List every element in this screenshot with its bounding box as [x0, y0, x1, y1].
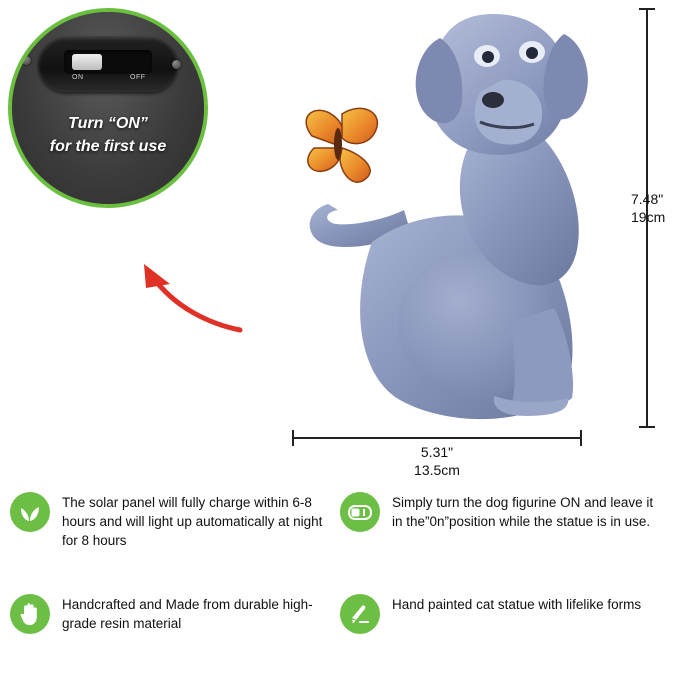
feature-text: The solar panel will fully charge within 6-8 hours and will light up automatically at night for 8 hours [62, 495, 323, 548]
battery-compartment-photo [12, 12, 204, 204]
feature-text: Simply turn the dog figurine ON and leave it in the”0n”position while the statue is in use. [392, 495, 654, 529]
switch-housing [38, 36, 178, 92]
width-dimension-label [292, 443, 582, 479]
switch-off-label: OFF [130, 74, 146, 81]
feature-text: Handcrafted and Made from durable high-grade resin material [62, 597, 313, 631]
feature-item [10, 492, 330, 550]
width-cm: 13.5cm [414, 462, 460, 478]
paint-brush-icon [340, 594, 380, 634]
feature-text: Hand painted cat statue with lifelike forms [392, 597, 642, 612]
height-cm: 19cm [631, 209, 666, 225]
red-arrow [130, 258, 250, 338]
power-switch-icon [340, 492, 380, 532]
switch-toggle [72, 54, 102, 70]
hand-icon [10, 594, 50, 634]
feature-list [0, 486, 679, 666]
leaf-icon [10, 492, 50, 532]
switch-slot [64, 50, 152, 74]
feature-item [10, 594, 330, 634]
dog-statue-photo [280, 4, 610, 434]
callout-text [12, 112, 204, 158]
switch-on-label: ON [72, 74, 84, 81]
feature-item [340, 594, 660, 634]
switch-callout-circle [8, 8, 208, 208]
screw-icon [172, 60, 181, 69]
feature-item [340, 492, 660, 532]
callout-line-1: Turn “ON” [68, 115, 148, 132]
callout-line-2: for the first use [49, 138, 167, 155]
height-dimension-label [631, 190, 677, 226]
screw-icon [22, 56, 31, 65]
height-inches: 7.48" [631, 191, 664, 207]
width-dimension-line [292, 437, 582, 439]
width-inches: 5.31" [420, 444, 454, 460]
